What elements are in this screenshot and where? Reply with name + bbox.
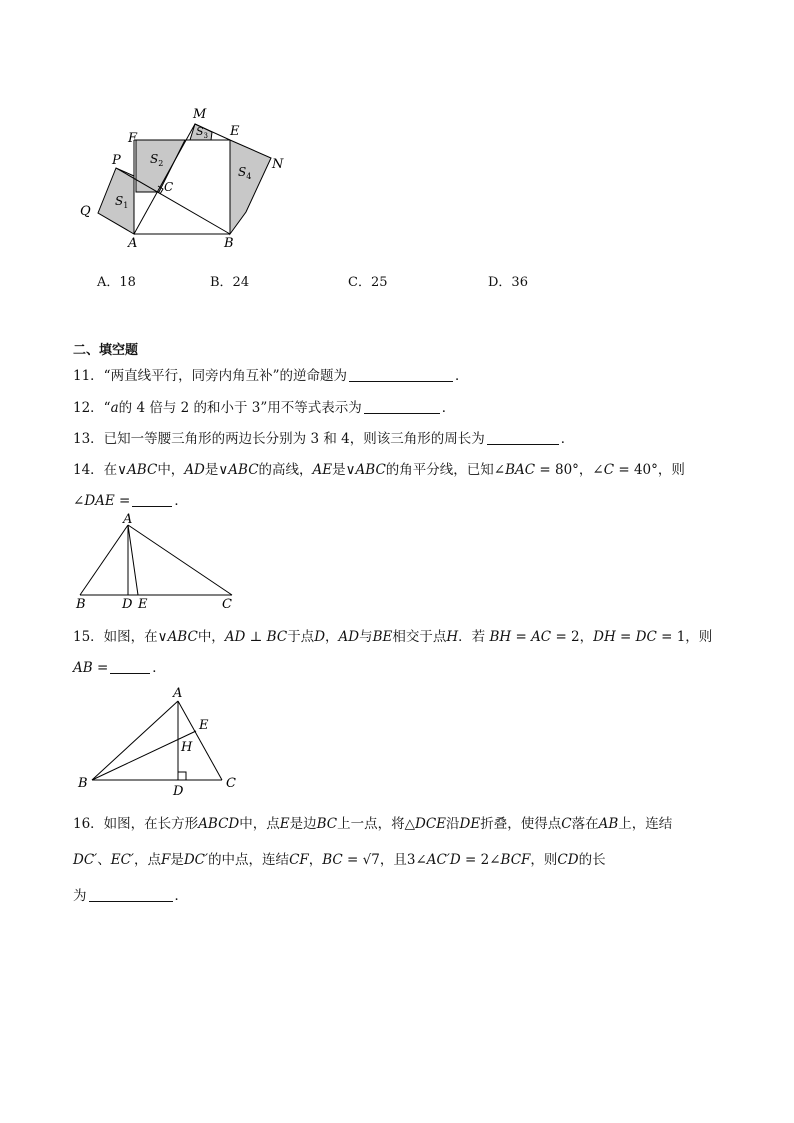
label-s1: $S_1$ [115,194,129,210]
option-c[interactable]: C．25 [348,275,388,290]
question-14-line-1: 14．在∨ABC中，AD是∨ABC的高线，AE是∨ABC的角平分线，已知∠BAC = 80°，∠C = 40°，则 [73,462,685,478]
label-h: H [181,740,193,755]
label-e: E [138,597,148,612]
label-p: P [112,153,121,168]
label-a: A [173,686,183,701]
question-16-line-3: 为 ． [73,888,188,904]
label-n: N [272,157,284,172]
label-d: D [122,597,133,612]
figure-triangle-14 [70,508,250,613]
label-a: A [123,512,133,527]
option-b[interactable]: B．24 [210,275,250,290]
label-d: D [173,784,184,799]
question-14-line-2: ∠DAE = ． [73,493,188,509]
label-s2: $S_2$ [150,152,164,168]
label-c: C [226,776,236,791]
label-b: B [76,597,86,612]
question-16-line-2: DC′、EC′，点F是DC′的中点，连结CF，BC = √7，且3∠AC′D = 2∠BCF，则CD的长 [73,852,606,868]
answer-blank-14[interactable] [132,494,172,507]
answer-blank-12[interactable] [364,401,440,414]
answer-blank-16[interactable] [89,889,173,902]
label-s3: $S_3$ [196,125,209,140]
label-a: A [128,236,138,250]
label-c: C [164,180,174,194]
option-a[interactable]: A．18 [97,275,136,290]
answer-blank-15[interactable] [110,661,150,674]
label-b: B [78,776,88,791]
figure-triangle-15 [70,682,250,802]
label-q: Q [80,204,91,219]
figure-squares [70,100,300,250]
answer-blank-11[interactable] [349,369,453,382]
label-e: E [230,124,240,139]
option-d[interactable]: D．36 [488,275,528,290]
question-15-line-2: AB = ． [73,660,166,676]
question-16-line-1: 16．如图，在长方形ABCD中，点E是边BC上一点，将△DCE沿DE折叠，使得点C落在AB上，连结 [73,816,673,832]
question-15-line-1: 15．如图，在∨ABC中，AD ⊥ BC于点D，AD与BE相交于点H．若 BH = AC = 2，DH = DC = 1，则 [73,629,713,645]
question-12: 12．“a的 4 倍与 2 的和小于 3”用不等式表示为 ． [73,400,456,416]
label-f: F [128,131,138,146]
label-s4: $S_4$ [238,165,252,181]
question-13: 13．已知一等腰三角形的两边长分别为 3 和 4，则该三角形的周长为 ． [73,431,575,447]
section-title: 二、填空题 [73,343,139,358]
region-s4 [230,140,271,234]
label-c: C [222,597,232,612]
question-11: 11．“两直线平行，同旁内角互补”的逆命题为 ． [73,368,469,384]
label-b: B [224,236,234,250]
label-e: E [199,718,209,733]
answer-blank-13[interactable] [487,432,559,445]
label-m: M [193,107,207,122]
